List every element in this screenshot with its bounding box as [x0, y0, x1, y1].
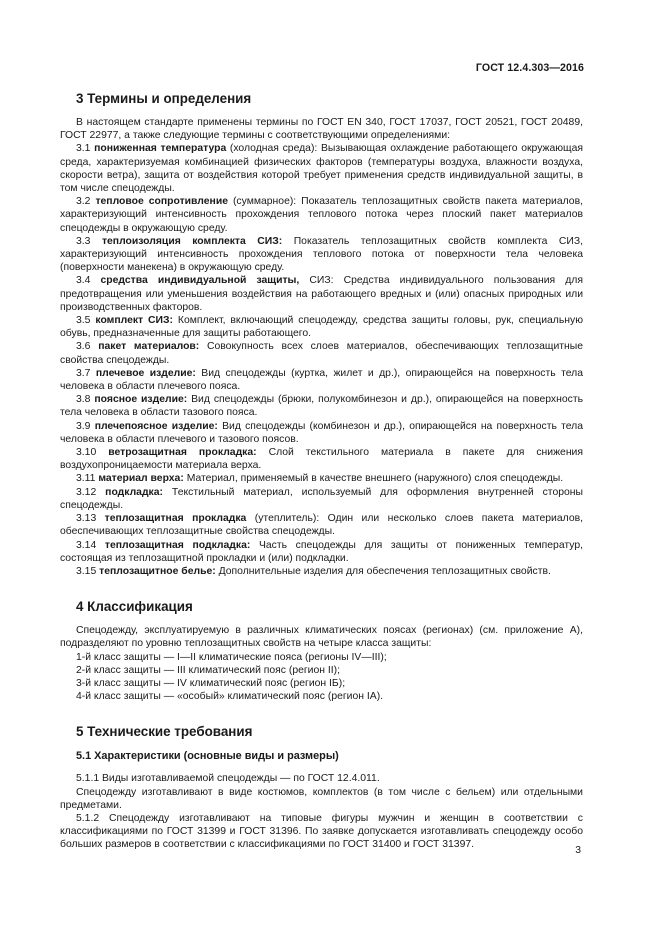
term-name: плечепоясное изделие: — [94, 420, 218, 432]
section-5-1-title: 5.1 Характеристики (основные виды и размеры) — [76, 750, 339, 763]
term-name: поясное изделие: — [94, 394, 188, 406]
term-item — [60, 512, 583, 538]
term-definition: Показатель теплозащитных свойств комплекта СИЗ, характеризующий интенсивность прохождения теплового потока от поверхности тела человека (поверхности манекена) в окружающую среду. — [60, 235, 584, 274]
term-number: 3.9 — [76, 420, 91, 432]
term-item — [60, 314, 583, 340]
term-name: тепловое сопротивление — [95, 196, 228, 208]
term-number: 3.13 — [76, 513, 97, 525]
term-number: 3.6 — [76, 341, 91, 353]
term-name: ветрозащитная прокладка: — [108, 447, 257, 459]
term-name: материал верха: — [98, 473, 184, 485]
term-number: 3.2 — [76, 196, 91, 208]
section-5-title: 5 Технические требования — [76, 724, 253, 740]
term-item — [60, 367, 583, 393]
document-header-id: ГОСТ 12.4.303—2016 — [475, 62, 584, 74]
term-item — [60, 420, 583, 446]
term-definition: Текстильный материал, используемый для оформления внутренней стороны спецодежды. — [60, 486, 583, 511]
term-name: комплект СИЗ: — [95, 315, 173, 327]
term-name: теплозащитное белье: — [99, 565, 216, 577]
section-4-title: 4 Классификация — [76, 599, 193, 615]
term-definition: Совокупность всех слоев материалов, обеспечивающих теплозащитные свойства спецодежды. — [60, 341, 583, 366]
term-number: 3.4 — [76, 275, 91, 287]
term-number: 3.1 — [76, 143, 91, 155]
term-name: средства индивидуальной защиты, — [100, 275, 300, 287]
term-name: пакет материалов: — [98, 341, 200, 353]
term-item — [60, 393, 583, 419]
paragraph-5-1-2: 5.1.2 Спецодежду изготавливают на типовые фигуры мужчин и женщин в соответствии с классификациями по ГОСТ 31399 и ГОСТ 31396. По заявке допускается изготавливать спецодежду особо больших размеров в соответствии с классификациями по ГОСТ 31400 и ГОСТ 31397. — [60, 812, 583, 851]
term-item — [60, 565, 583, 578]
term-definition: (утеплитель): Один или несколько слоев пакета материалов, обеспечивающих теплозащитные свойства спецодежды. — [60, 513, 584, 538]
term-number: 3.14 — [76, 539, 97, 551]
term-item — [60, 235, 583, 275]
paragraph-5-1-1-cont: Спецодежду изготавливают в виде костюмов, комплектов (в том числе с бельем) или отдельными предметами. — [60, 786, 583, 811]
paragraph-5-1-1: 5.1.1 Виды изготавливаемой спецодежды — по ГОСТ 12.4.011. — [76, 773, 380, 785]
protection-class-item: 1-й класс защиты — I—II климатические пояса (регионы IV—III); — [76, 651, 387, 663]
term-item — [60, 472, 583, 485]
term-name: теплоизоляция комплекта СИЗ: — [101, 235, 283, 247]
term-number: 3.8 — [76, 394, 91, 406]
term-definition: Комплект, включающий спецодежду, средства защиты головы, рук, специальную обувь, предназначенные для защиты работающего. — [60, 315, 583, 340]
term-item — [60, 446, 583, 472]
term-item — [60, 142, 583, 195]
term-definition: (холодная среда): Вызывающая охлаждение работающего окружающая среда, характеризуемая комбинацией физических факторов (температуры воздуха, влажности воздуха, скорости ветра), защита от воздействия которой требует применения средств индивидуальной защиты, в том числе спецодежды. — [60, 143, 583, 195]
term-item — [60, 486, 583, 512]
term-definition: СИЗ: Средства индивидуального пользования для предотвращения или уменьшения воздействия на работающего вредных и (или) опасных природных или производственных факторов. — [60, 275, 583, 313]
term-definition: Вид спецодежды (брюки, полукомбинезон и др.), опирающейся на поверхность тела человека в области тазового пояса. — [60, 394, 583, 419]
term-definition: Материал, применяемый в качестве внешнего (наружного) слоя спецодежды. — [183, 473, 564, 485]
section-4-intro: Спецодежду, эксплуатируемую в различных климатических поясах (регионах) (см. приложение А), подразделяют по уровню теплозащитных свойств на четыре класса защиты: — [60, 625, 583, 650]
terms-list — [60, 142, 583, 578]
term-definition: (суммарное): Показатель теплозащитных свойств пакета материалов, характеризующий интенсивность прохождения теплового потока через плоский пакет материалов спецодежды в окружающую среду. — [60, 196, 583, 234]
term-number: 3.5 — [76, 315, 91, 327]
term-definition: Слой текстильного материала в пакете для снижения воздухопроницаемости материала верха. — [60, 447, 583, 472]
term-definition: Дополнительные изделия для обеспечения теплозащитных свойств. — [215, 565, 551, 577]
term-number: 3.3 — [76, 235, 91, 247]
section-3-title: 3 Термины и определения — [76, 91, 252, 106]
term-name: теплозащитная подкладка: — [104, 539, 251, 551]
term-item — [60, 274, 583, 314]
term-number: 3.12 — [76, 486, 97, 498]
term-item — [60, 195, 583, 235]
classes-list — [60, 651, 583, 704]
section-3-intro: В настоящем стандарте применены термины по ГОСТ EN 340, ГОСТ 17037, ГОСТ 20521, ГОСТ 20489, ГОСТ 22977, а также следующие термины с соответствующими определениями: — [60, 117, 583, 142]
term-definition: Вид спецодежды (комбинезон и др.), опирающейся на поверхность тела человека в области плечевого и тазового поясов. — [60, 420, 584, 445]
page-number: 3 — [575, 845, 581, 856]
term-name: теплозащитная прокладка — [104, 513, 247, 525]
term-number: 3.7 — [76, 367, 91, 379]
term-number: 3.11 — [76, 473, 96, 485]
term-definition: Часть спецодежды для защиты от пониженных температур, состоящая из теплозащитной прокладки и (или) подкладки. — [60, 539, 583, 564]
term-name: пониженная температура — [94, 143, 227, 155]
page-content — [60, 90, 583, 852]
term-item — [60, 340, 583, 366]
term-number: 3.10 — [76, 447, 97, 459]
protection-class-item: 3-й класс защиты — IV климатический пояс (регион IБ); — [76, 677, 346, 689]
term-name: подкладка: — [105, 486, 163, 498]
protection-class-item: 4-й класс защиты — «особый» климатический пояс (регион IA). — [76, 691, 384, 703]
term-item — [60, 539, 583, 565]
term-name: плечевое изделие: — [95, 367, 196, 379]
term-number: 3.15 — [76, 565, 97, 577]
term-definition: Вид спецодежды (куртка, жилет и др.), опирающейся на поверхность тела человека в области плечевого пояса. — [60, 367, 583, 393]
protection-class-item: 2-й класс защиты — III климатический пояс (регион II); — [76, 664, 341, 676]
